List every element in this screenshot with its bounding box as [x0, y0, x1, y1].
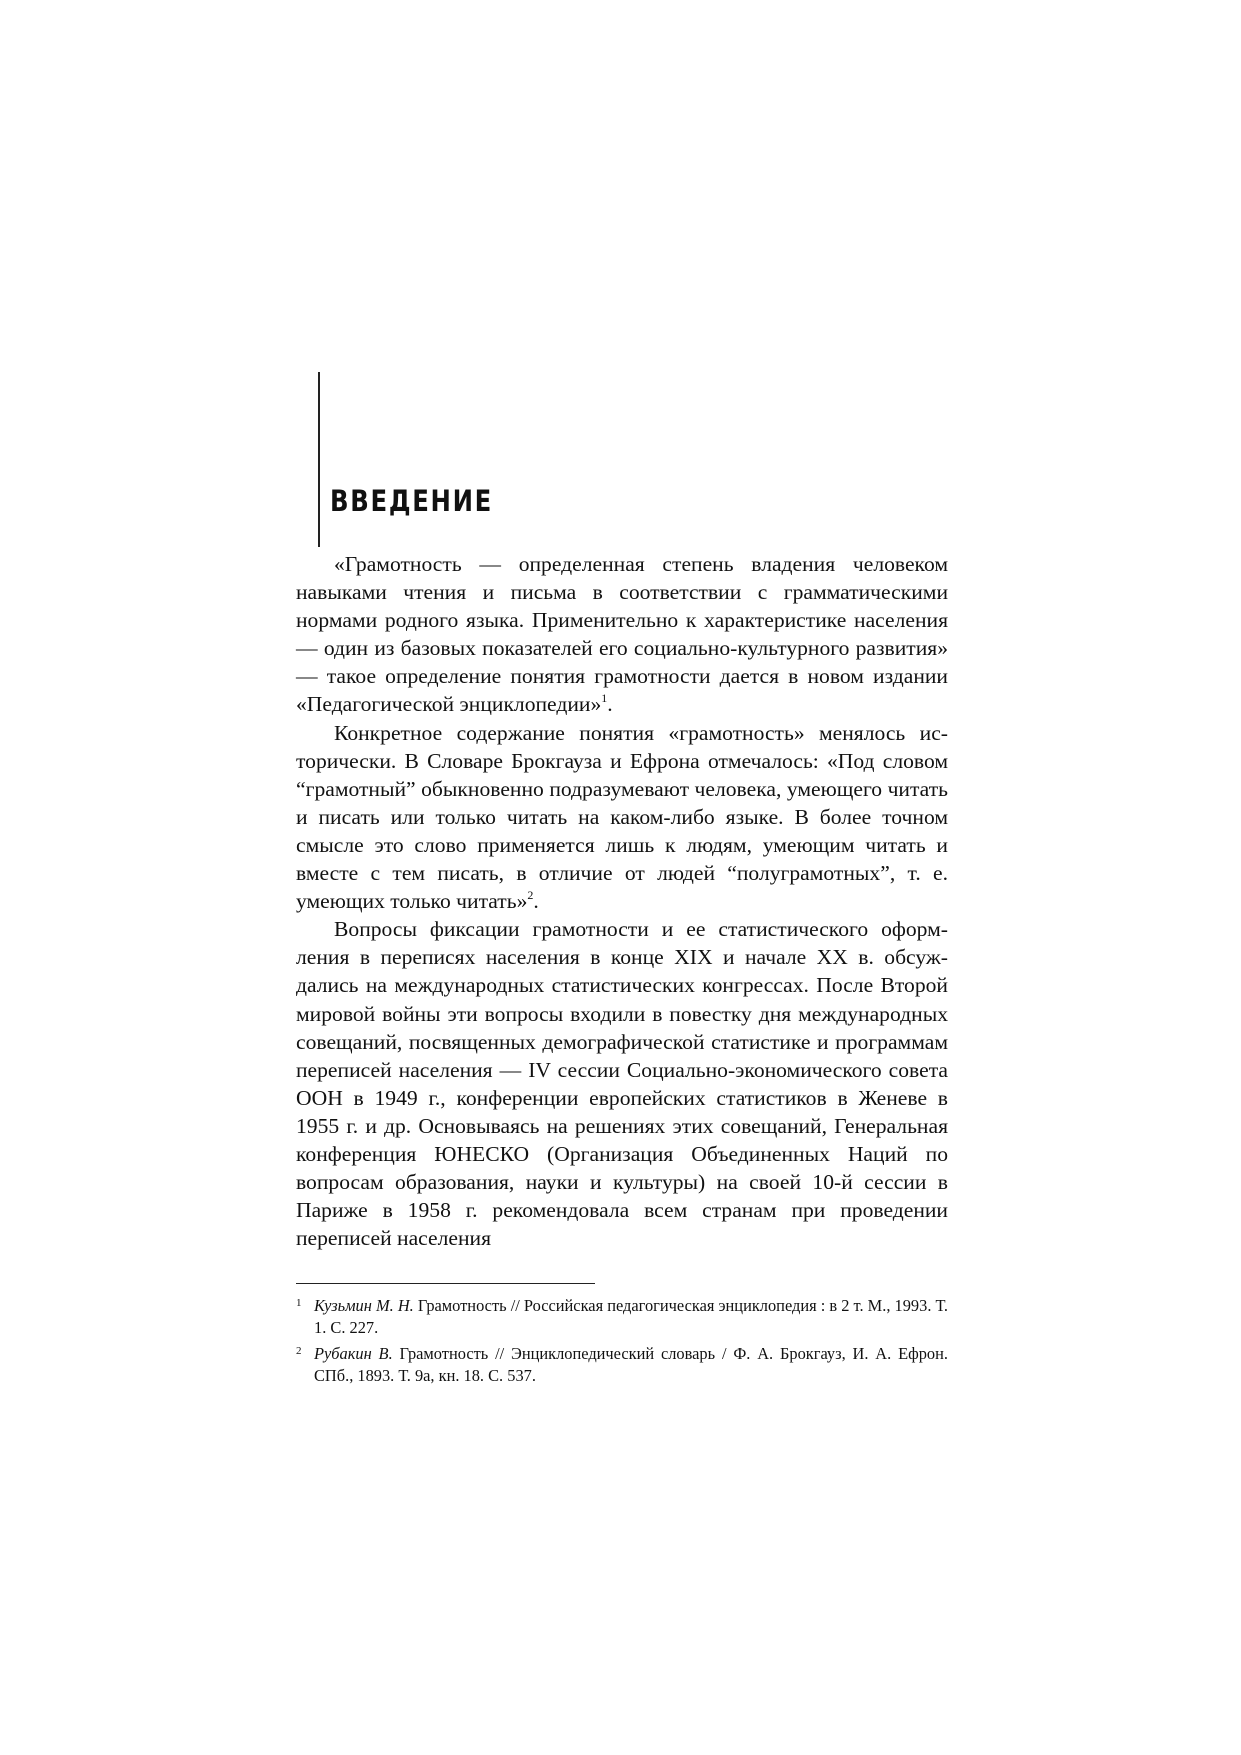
- footnote: [296, 1343, 948, 1387]
- footnote-marker: 1: [296, 1297, 302, 1309]
- paragraph-text: Вопросы фиксации грамотности и ее статистического оформления в переписях населения в конце XIX и начале XX в. обсуждались на международных статистических конгрессах. После Второй мировой войны эти вопросы входили в повестку дня международных совещаний, посвященных демографической статистике и программам переписей населения — IV сессии Социально-экономического совета ООН в 1949 г., конференции европейских статистиков в Женеве в 1955 г. и др. Основываясь на решениях этих совещаний, Генеральная конференция ЮНЕСКО (Организация Объединенных Наций по вопросам образования, науки и культуры) на своей 10-й сессии в Париже в 1958 г. рекомендовала всем странам при проведении переписей населения: [296, 917, 948, 1251]
- paragraph: [296, 719, 948, 916]
- footnote-author: Кузьмин М. Н.: [314, 1296, 414, 1315]
- footnote-author: Рубакин В.: [314, 1344, 393, 1363]
- footnote-reference[interactable]: 2: [527, 888, 534, 903]
- paragraph: [296, 550, 948, 719]
- footnote-text: Грамотность // Российская педагогическая энциклопедия : в 2 т. М., 1993. Т. 1. С. 227.: [314, 1296, 948, 1337]
- paragraph-tail: .: [533, 889, 539, 914]
- footnote-reference[interactable]: 1: [601, 691, 608, 706]
- footnote: [296, 1295, 948, 1339]
- footnote-separator: [296, 1283, 595, 1284]
- chapter-vertical-rule: [318, 372, 320, 547]
- footnote-text: Грамотность // Энциклопедический словарь / Ф. А. Брокгауз, И. А. Ефрон. СПб., 1893. Т. 9а, кн. 18. С. 537.: [314, 1344, 948, 1385]
- paragraph-text: «Грамотность — определенная степень владения человеком навыками чтения и письма в соответствии с грамматическими нормами родного языка. Применительно к характеристике населения — один из базовых показателей его социально-культурного развития» — такое определение понятия грамотности дается в новом издании «Педагогической энциклопедии»: [296, 552, 948, 717]
- footnotes: [296, 1295, 948, 1391]
- body-text: [296, 550, 948, 1252]
- paragraph: [296, 915, 948, 1252]
- paragraph-tail: .: [607, 692, 613, 717]
- chapter-title: ВВЕДЕНИЕ: [330, 484, 493, 518]
- footnote-marker: 2: [296, 1345, 302, 1357]
- paragraph-text: Конкретное содержание понятия «грамотность» менялось исторически. В Словаре Брокгауза и Ефрона отмечалось: «Под словом “грамотный” обыкновенно подразумевают человека, умеющего читать и писать или только читать на каком-либо языке. В более точном смысле это слово применяется лишь к людям, умеющим читать и вместе с тем писать, в отличие от людей “полуграмотных”, т. е. умеющих только читать»: [296, 720, 948, 914]
